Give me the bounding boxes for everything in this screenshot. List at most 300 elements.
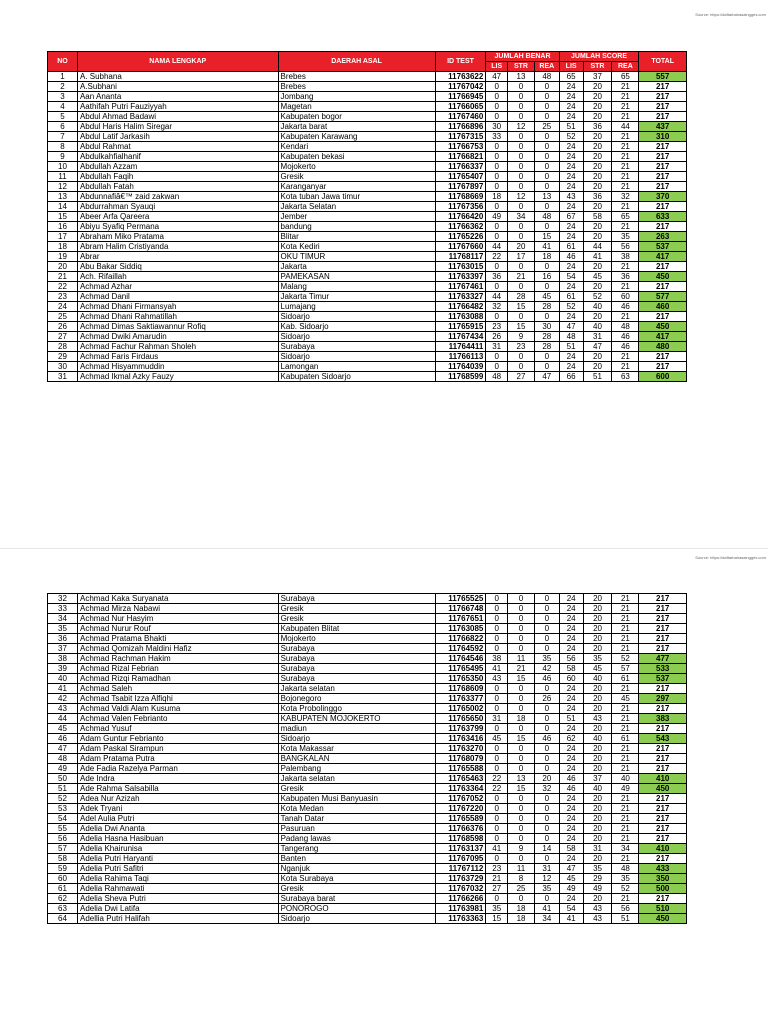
row-no: 21 bbox=[48, 272, 78, 282]
row-nama: Achmad Nurur Rouf bbox=[77, 624, 278, 634]
row-nama: Achmad Dwiki Amarudin bbox=[77, 332, 278, 342]
row-benar-str: 0 bbox=[508, 724, 535, 734]
row-score-str: 43 bbox=[583, 914, 612, 924]
row-score-rea: 46 bbox=[612, 342, 639, 352]
row-id-test: 11766420 bbox=[435, 212, 486, 222]
row-benar-lis: 0 bbox=[486, 824, 508, 834]
row-score-lis: 65 bbox=[559, 72, 583, 82]
row-benar-rea: 0 bbox=[534, 594, 559, 604]
row-daerah: Jakarta bbox=[278, 262, 435, 272]
table-row bbox=[48, 112, 687, 122]
row-benar-lis: 0 bbox=[486, 834, 508, 844]
row-score-str: 37 bbox=[583, 72, 612, 82]
row-score-str: 20 bbox=[583, 834, 612, 844]
row-id-test: 11768079 bbox=[435, 754, 486, 764]
row-total: 450 bbox=[639, 272, 687, 282]
row-score-lis: 58 bbox=[559, 844, 583, 854]
row-benar-lis: 22 bbox=[486, 774, 508, 784]
table-row bbox=[48, 252, 687, 262]
row-nama: Achmad Dimas Saktiawannur Rofiq bbox=[77, 322, 278, 332]
row-score-lis: 51 bbox=[559, 714, 583, 724]
row-id-test: 11765589 bbox=[435, 814, 486, 824]
row-score-lis: 24 bbox=[559, 814, 583, 824]
row-score-str: 20 bbox=[583, 694, 612, 704]
row-total: 437 bbox=[639, 122, 687, 132]
source-note: Source: https://daftarbahasainggris.com bbox=[695, 12, 766, 17]
row-nama: Achmad Rachman Hakim bbox=[77, 654, 278, 664]
row-nama: Adelia Putri Safitri bbox=[77, 864, 278, 874]
row-score-rea: 44 bbox=[612, 122, 639, 132]
table-row bbox=[48, 794, 687, 804]
row-score-lis: 24 bbox=[559, 222, 583, 232]
table-row bbox=[48, 894, 687, 904]
row-nama: Achmad Fachur Rahman Sholeh bbox=[77, 342, 278, 352]
row-total: 217 bbox=[639, 594, 687, 604]
row-score-lis: 24 bbox=[559, 634, 583, 644]
row-score-rea: 21 bbox=[612, 202, 639, 212]
table-row bbox=[48, 804, 687, 814]
table-row bbox=[48, 684, 687, 694]
row-id-test: 11763377 bbox=[435, 694, 486, 704]
row-daerah: Pasuruan bbox=[278, 824, 435, 834]
row-benar-str: 15 bbox=[508, 734, 535, 744]
row-nama: Achmad Valen Febrianto bbox=[77, 714, 278, 724]
row-benar-str: 0 bbox=[508, 182, 535, 192]
row-benar-str: 0 bbox=[508, 312, 535, 322]
row-benar-rea: 14 bbox=[534, 844, 559, 854]
row-benar-str: 0 bbox=[508, 744, 535, 754]
row-daerah: Mojokerto bbox=[278, 634, 435, 644]
row-score-lis: 51 bbox=[559, 122, 583, 132]
row-score-rea: 21 bbox=[612, 604, 639, 614]
row-total: 217 bbox=[639, 794, 687, 804]
row-score-rea: 51 bbox=[612, 914, 639, 924]
row-score-rea: 65 bbox=[612, 212, 639, 222]
row-no: 36 bbox=[48, 634, 78, 644]
table-row bbox=[48, 754, 687, 764]
row-benar-rea: 30 bbox=[534, 322, 559, 332]
row-id-test: 11766753 bbox=[435, 142, 486, 152]
row-daerah: Jakarta Timur bbox=[278, 292, 435, 302]
table-row bbox=[48, 724, 687, 734]
row-nama: Aathifah Putri Fauziyyah bbox=[77, 102, 278, 112]
row-nama: Abdul Ahmad Badawi bbox=[77, 112, 278, 122]
row-score-str: 20 bbox=[583, 754, 612, 764]
row-daerah: Gresik bbox=[278, 784, 435, 794]
row-total: 217 bbox=[639, 614, 687, 624]
page-1 bbox=[0, 0, 768, 510]
row-no: 48 bbox=[48, 754, 78, 764]
row-id-test: 11768598 bbox=[435, 834, 486, 844]
row-benar-rea: 34 bbox=[534, 914, 559, 924]
row-benar-rea: 0 bbox=[534, 794, 559, 804]
row-daerah: Jombang bbox=[278, 92, 435, 102]
row-score-lis: 24 bbox=[559, 834, 583, 844]
row-no: 46 bbox=[48, 734, 78, 744]
header-score-lis: LIS bbox=[559, 62, 583, 72]
row-nama: Achmad Danil bbox=[77, 292, 278, 302]
row-score-lis: 62 bbox=[559, 734, 583, 744]
row-total: 310 bbox=[639, 132, 687, 142]
row-nama: Abiyu Syafiq Permana bbox=[77, 222, 278, 232]
row-total: 217 bbox=[639, 102, 687, 112]
row-score-rea: 21 bbox=[612, 362, 639, 372]
row-score-lis: 24 bbox=[559, 684, 583, 694]
row-score-lis: 24 bbox=[559, 694, 583, 704]
row-id-test: 11766896 bbox=[435, 122, 486, 132]
row-nama: Achmad Saleh bbox=[77, 684, 278, 694]
row-score-str: 20 bbox=[583, 162, 612, 172]
row-benar-str: 0 bbox=[508, 894, 535, 904]
table-row bbox=[48, 362, 687, 372]
row-benar-str: 0 bbox=[508, 764, 535, 774]
row-score-rea: 21 bbox=[612, 92, 639, 102]
row-daerah: Gresik bbox=[278, 604, 435, 614]
row-score-str: 29 bbox=[583, 874, 612, 884]
row-score-str: 20 bbox=[583, 102, 612, 112]
header-nama: NAMA LENGKAP bbox=[77, 52, 278, 72]
row-nama: Adam Paskal Sirampun bbox=[77, 744, 278, 754]
row-score-rea: 21 bbox=[612, 794, 639, 804]
row-daerah: Sidoarjo bbox=[278, 332, 435, 342]
row-daerah: Tangerang bbox=[278, 844, 435, 854]
row-benar-str: 0 bbox=[508, 82, 535, 92]
row-benar-str: 11 bbox=[508, 864, 535, 874]
table-row bbox=[48, 282, 687, 292]
row-score-rea: 21 bbox=[612, 634, 639, 644]
row-benar-lis: 31 bbox=[486, 342, 508, 352]
row-total: 217 bbox=[639, 724, 687, 734]
row-id-test: 11766266 bbox=[435, 894, 486, 904]
table-row bbox=[48, 102, 687, 112]
row-nama: Abdullah Faqih bbox=[77, 172, 278, 182]
row-score-rea: 60 bbox=[612, 292, 639, 302]
table-row bbox=[48, 292, 687, 302]
row-score-str: 40 bbox=[583, 322, 612, 332]
row-score-rea: 63 bbox=[612, 372, 639, 382]
row-no: 55 bbox=[48, 824, 78, 834]
row-benar-str: 18 bbox=[508, 904, 535, 914]
row-id-test: 11767032 bbox=[435, 884, 486, 894]
row-score-rea: 21 bbox=[612, 614, 639, 624]
row-id-test: 11763364 bbox=[435, 784, 486, 794]
table-row bbox=[48, 192, 687, 202]
table-row bbox=[48, 624, 687, 634]
table-row bbox=[48, 152, 687, 162]
row-score-str: 20 bbox=[583, 814, 612, 824]
row-id-test: 11763416 bbox=[435, 734, 486, 744]
row-nama: Ade Rahma Salsabilla bbox=[77, 784, 278, 794]
header-score-str: STR bbox=[583, 62, 612, 72]
row-score-str: 45 bbox=[583, 664, 612, 674]
row-benar-rea: 26 bbox=[534, 694, 559, 704]
row-nama: A. Subhana bbox=[77, 72, 278, 82]
row-benar-rea: 47 bbox=[534, 372, 559, 382]
row-daerah: Surabaya bbox=[278, 664, 435, 674]
row-no: 53 bbox=[48, 804, 78, 814]
row-benar-lis: 0 bbox=[486, 172, 508, 182]
row-score-str: 20 bbox=[583, 142, 612, 152]
row-id-test: 11763327 bbox=[435, 292, 486, 302]
row-no: 14 bbox=[48, 202, 78, 212]
row-score-lis: 45 bbox=[559, 874, 583, 884]
table-row bbox=[48, 322, 687, 332]
row-score-rea: 46 bbox=[612, 302, 639, 312]
row-score-rea: 34 bbox=[612, 844, 639, 854]
row-id-test: 11766113 bbox=[435, 352, 486, 362]
row-score-str: 40 bbox=[583, 734, 612, 744]
row-benar-rea: 35 bbox=[534, 654, 559, 664]
row-nama: Achmad Ikmal Azky Fauzy bbox=[77, 372, 278, 382]
row-nama: Adelia Rahmawati bbox=[77, 884, 278, 894]
row-benar-lis: 18 bbox=[486, 192, 508, 202]
row-nama: Achmad Valdi Alam Kusuma bbox=[77, 704, 278, 714]
row-nama: Adea Nur Azizah bbox=[77, 794, 278, 804]
row-total: 217 bbox=[639, 92, 687, 102]
row-id-test: 11767095 bbox=[435, 854, 486, 864]
row-score-lis: 47 bbox=[559, 322, 583, 332]
row-score-rea: 65 bbox=[612, 72, 639, 82]
row-daerah: Kota Probolinggo bbox=[278, 704, 435, 714]
row-total: 350 bbox=[639, 874, 687, 884]
row-nama: Achmad Faris Firdaus bbox=[77, 352, 278, 362]
row-nama: Abdul Rahmat bbox=[77, 142, 278, 152]
row-score-str: 20 bbox=[583, 744, 612, 754]
row-no: 24 bbox=[48, 302, 78, 312]
row-score-str: 20 bbox=[583, 232, 612, 242]
row-nama: Adelia Putri Haryanti bbox=[77, 854, 278, 864]
row-benar-lis: 48 bbox=[486, 372, 508, 382]
row-benar-str: 8 bbox=[508, 874, 535, 884]
row-total: 417 bbox=[639, 332, 687, 342]
row-score-rea: 21 bbox=[612, 132, 639, 142]
row-benar-lis: 23 bbox=[486, 322, 508, 332]
row-score-lis: 24 bbox=[559, 362, 583, 372]
row-benar-str: 0 bbox=[508, 152, 535, 162]
row-benar-rea: 0 bbox=[534, 182, 559, 192]
row-benar-rea: 15 bbox=[534, 232, 559, 242]
row-benar-rea: 0 bbox=[534, 834, 559, 844]
row-id-test: 11765350 bbox=[435, 674, 486, 684]
row-id-test: 11765002 bbox=[435, 704, 486, 714]
row-score-rea: 56 bbox=[612, 904, 639, 914]
row-daerah: Surabaya barat bbox=[278, 894, 435, 904]
row-daerah: Sidoarjo bbox=[278, 734, 435, 744]
row-score-lis: 24 bbox=[559, 352, 583, 362]
row-score-str: 20 bbox=[583, 594, 612, 604]
row-id-test: 11763137 bbox=[435, 844, 486, 854]
row-score-rea: 21 bbox=[612, 744, 639, 754]
row-total: 217 bbox=[639, 804, 687, 814]
row-score-rea: 21 bbox=[612, 82, 639, 92]
row-nama: Abram Halim Cristiyanda bbox=[77, 242, 278, 252]
row-benar-lis: 0 bbox=[486, 804, 508, 814]
row-benar-rea: 0 bbox=[534, 644, 559, 654]
row-daerah: Brebes bbox=[278, 72, 435, 82]
row-score-str: 20 bbox=[583, 854, 612, 864]
row-score-str: 20 bbox=[583, 794, 612, 804]
row-benar-lis: 0 bbox=[486, 754, 508, 764]
row-id-test: 11767651 bbox=[435, 614, 486, 624]
row-benar-lis: 0 bbox=[486, 232, 508, 242]
row-score-rea: 49 bbox=[612, 784, 639, 794]
table-row bbox=[48, 904, 687, 914]
row-total: 410 bbox=[639, 774, 687, 784]
row-benar-str: 0 bbox=[508, 824, 535, 834]
row-benar-rea: 13 bbox=[534, 192, 559, 202]
row-no: 59 bbox=[48, 864, 78, 874]
row-id-test: 11763015 bbox=[435, 262, 486, 272]
row-daerah: Kabupaten bogor bbox=[278, 112, 435, 122]
table-row bbox=[48, 714, 687, 724]
row-total: 537 bbox=[639, 242, 687, 252]
row-score-lis: 24 bbox=[559, 704, 583, 714]
row-nama: Achmad Nur Hasyim bbox=[77, 614, 278, 624]
row-benar-str: 0 bbox=[508, 162, 535, 172]
row-score-rea: 21 bbox=[612, 112, 639, 122]
table-row bbox=[48, 122, 687, 132]
row-score-rea: 61 bbox=[612, 674, 639, 684]
row-nama: Achmad Mirza Nabawi bbox=[77, 604, 278, 614]
row-nama: Adel Aulia Putri bbox=[77, 814, 278, 824]
row-benar-rea: 32 bbox=[534, 784, 559, 794]
row-score-str: 20 bbox=[583, 132, 612, 142]
header-benar-str: STR bbox=[508, 62, 535, 72]
row-id-test: 11766337 bbox=[435, 162, 486, 172]
row-total: 633 bbox=[639, 212, 687, 222]
row-score-lis: 24 bbox=[559, 594, 583, 604]
row-benar-str: 0 bbox=[508, 222, 535, 232]
table-row bbox=[48, 654, 687, 664]
table-row bbox=[48, 132, 687, 142]
row-daerah: Gresik bbox=[278, 614, 435, 624]
row-total: 217 bbox=[639, 312, 687, 322]
row-score-rea: 21 bbox=[612, 644, 639, 654]
row-total: 577 bbox=[639, 292, 687, 302]
table-row bbox=[48, 172, 687, 182]
row-benar-str: 21 bbox=[508, 664, 535, 674]
row-no: 38 bbox=[48, 654, 78, 664]
row-score-str: 20 bbox=[583, 684, 612, 694]
table-row bbox=[48, 914, 687, 924]
row-score-str: 43 bbox=[583, 904, 612, 914]
row-id-test: 11766065 bbox=[435, 102, 486, 112]
row-benar-str: 18 bbox=[508, 914, 535, 924]
table-row bbox=[48, 242, 687, 252]
row-benar-str: 18 bbox=[508, 714, 535, 724]
row-daerah: Blitar bbox=[278, 232, 435, 242]
row-benar-rea: 42 bbox=[534, 664, 559, 674]
row-daerah: Jember bbox=[278, 212, 435, 222]
row-benar-str: 0 bbox=[508, 202, 535, 212]
row-nama: Adek Tryani bbox=[77, 804, 278, 814]
row-benar-str: 0 bbox=[508, 594, 535, 604]
row-benar-str: 12 bbox=[508, 122, 535, 132]
row-score-str: 20 bbox=[583, 202, 612, 212]
row-id-test: 11765650 bbox=[435, 714, 486, 724]
row-total: 217 bbox=[639, 362, 687, 372]
row-benar-rea: 0 bbox=[534, 894, 559, 904]
row-no: 33 bbox=[48, 604, 78, 614]
row-score-rea: 21 bbox=[612, 824, 639, 834]
table-row bbox=[48, 774, 687, 784]
table-row bbox=[48, 784, 687, 794]
row-score-lis: 24 bbox=[559, 162, 583, 172]
row-score-str: 20 bbox=[583, 614, 612, 624]
row-daerah: Jakarta selatan bbox=[278, 684, 435, 694]
row-score-rea: 21 bbox=[612, 222, 639, 232]
table-row bbox=[48, 372, 687, 382]
row-benar-str: 20 bbox=[508, 242, 535, 252]
row-nama: Achmad Hisyammuddin bbox=[77, 362, 278, 372]
row-daerah: Kota Kediri bbox=[278, 242, 435, 252]
row-score-rea: 45 bbox=[612, 694, 639, 704]
row-score-rea: 38 bbox=[612, 252, 639, 262]
row-daerah: Jakarta barat bbox=[278, 122, 435, 132]
row-no: 35 bbox=[48, 624, 78, 634]
row-daerah: Jakarta Selatan bbox=[278, 202, 435, 212]
row-score-str: 36 bbox=[583, 192, 612, 202]
row-score-rea: 21 bbox=[612, 854, 639, 864]
row-no: 19 bbox=[48, 252, 78, 262]
row-benar-rea: 0 bbox=[534, 814, 559, 824]
row-id-test: 11766945 bbox=[435, 92, 486, 102]
row-nama: Abu Bakar Siddiq bbox=[77, 262, 278, 272]
row-total: 217 bbox=[639, 834, 687, 844]
row-daerah: Sidoarjo bbox=[278, 312, 435, 322]
row-benar-str: 0 bbox=[508, 684, 535, 694]
row-benar-lis: 38 bbox=[486, 654, 508, 664]
row-score-lis: 46 bbox=[559, 252, 583, 262]
row-no: 3 bbox=[48, 92, 78, 102]
row-score-lis: 24 bbox=[559, 724, 583, 734]
row-benar-rea: 0 bbox=[534, 282, 559, 292]
row-score-str: 20 bbox=[583, 894, 612, 904]
row-score-str: 20 bbox=[583, 172, 612, 182]
row-daerah: Lamongan bbox=[278, 362, 435, 372]
row-score-lis: 24 bbox=[559, 624, 583, 634]
row-no: 50 bbox=[48, 774, 78, 784]
header-benar-rea: REA bbox=[534, 62, 559, 72]
row-no: 60 bbox=[48, 874, 78, 884]
row-benar-rea: 0 bbox=[534, 102, 559, 112]
row-benar-lis: 26 bbox=[486, 332, 508, 342]
row-benar-lis: 0 bbox=[486, 794, 508, 804]
row-nama: Achmad Pratama Bhakti bbox=[77, 634, 278, 644]
row-id-test: 11763363 bbox=[435, 914, 486, 924]
table-row bbox=[48, 182, 687, 192]
row-total: 417 bbox=[639, 252, 687, 262]
row-benar-str: 0 bbox=[508, 694, 535, 704]
row-no: 61 bbox=[48, 884, 78, 894]
row-benar-lis: 0 bbox=[486, 102, 508, 112]
row-nama: Abdunnafiâ€™ zaid zakwan bbox=[77, 192, 278, 202]
row-total: 383 bbox=[639, 714, 687, 724]
row-no: 34 bbox=[48, 614, 78, 624]
row-id-test: 11766822 bbox=[435, 634, 486, 644]
row-daerah: Kabupaten Musi Banyuasin bbox=[278, 794, 435, 804]
row-daerah: Surabaya bbox=[278, 342, 435, 352]
row-id-test: 11767660 bbox=[435, 242, 486, 252]
table-row bbox=[48, 202, 687, 212]
row-benar-str: 0 bbox=[508, 794, 535, 804]
row-daerah: Kabupaten Karawang bbox=[278, 132, 435, 142]
row-score-str: 20 bbox=[583, 362, 612, 372]
row-benar-lis: 0 bbox=[486, 92, 508, 102]
row-benar-lis: 0 bbox=[486, 152, 508, 162]
row-daerah: Kota tuban Jawa timur bbox=[278, 192, 435, 202]
row-no: 64 bbox=[48, 914, 78, 924]
